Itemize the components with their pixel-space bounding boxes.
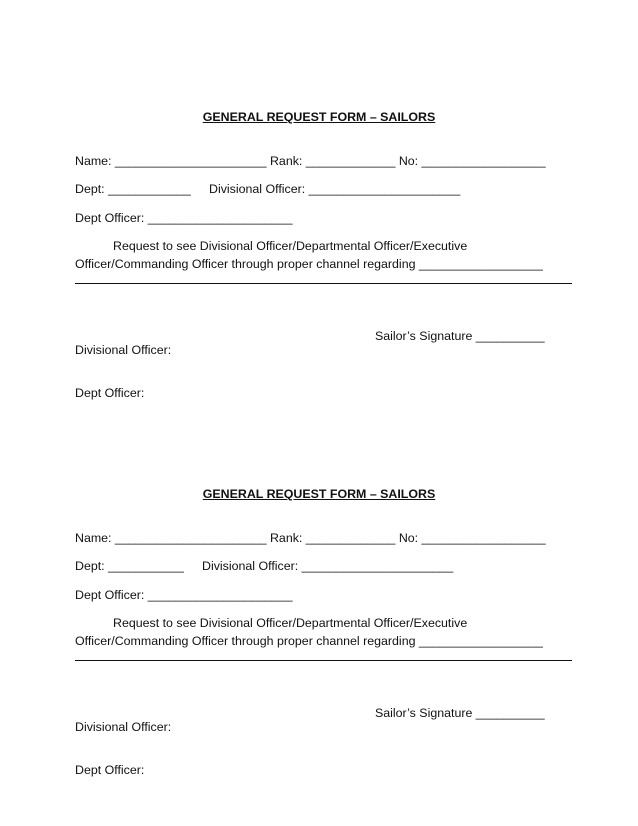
divisional-officer-sign-label: Divisional Officer: xyxy=(75,343,172,357)
request-paragraph-line-1: Request to see Divisional Officer/Departmental Officer/Executive xyxy=(113,616,468,630)
horizontal-rule xyxy=(75,283,572,284)
dept-officer-field: Dept Officer: _____________________ xyxy=(75,211,293,225)
sailor-signature-field: Sailor’s Signature __________ xyxy=(375,329,545,343)
divisional-officer-sign-label: Divisional Officer: xyxy=(75,720,172,734)
request-paragraph-line-2: Officer/Commanding Officer through proper channel regarding __________________ xyxy=(75,257,543,271)
request-paragraph-line-1: Request to see Divisional Officer/Departmental Officer/Executive xyxy=(113,239,468,253)
name-rank-no-row: Name: ______________________ Rank: _____________ No: __________________ xyxy=(75,154,546,168)
divisional-officer-field: Divisional Officer: ______________________ xyxy=(209,182,461,196)
form-title: GENERAL REQUEST FORM – SAILORS xyxy=(202,487,436,501)
dept-officer-sign-label: Dept Officer: xyxy=(75,763,145,777)
name-rank-no-row: Name: ______________________ Rank: _____________ No: __________________ xyxy=(75,531,546,545)
dept-field: Dept: ___________ xyxy=(75,559,184,573)
request-paragraph-line-2: Officer/Commanding Officer through proper channel regarding __________________ xyxy=(75,634,543,648)
dept-officer-field: Dept Officer: _____________________ xyxy=(75,588,293,602)
sailor-signature-field: Sailor’s Signature __________ xyxy=(375,706,545,720)
divisional-officer-field: Divisional Officer: ______________________ xyxy=(202,559,454,573)
dept-field: Dept: ____________ xyxy=(75,182,191,196)
dept-officer-sign-label: Dept Officer: xyxy=(75,386,145,400)
horizontal-rule xyxy=(75,660,572,661)
form-title: GENERAL REQUEST FORM – SAILORS xyxy=(202,110,436,124)
